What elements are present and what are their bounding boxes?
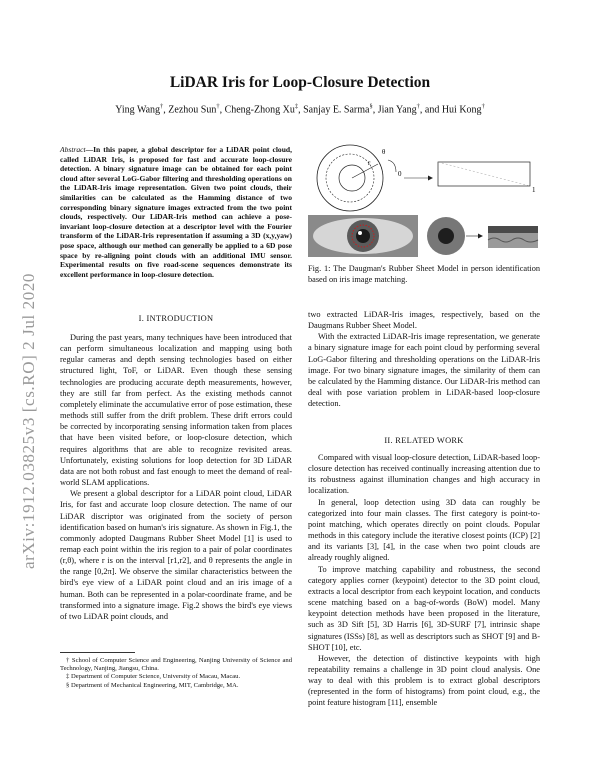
zero-label: 0 — [398, 170, 402, 178]
arxiv-identifier: arXiv:1912.03825v3 [cs.RO] 2 Jul 2020 — [19, 272, 38, 570]
affiliation-mark: † — [160, 103, 164, 110]
footnotes — [60, 657, 292, 690]
figure-1 — [308, 140, 540, 260]
paragraph: However, the detection of distinctive keypoints with high repeatability remains a challenge in 3D point cloud analysis. One way to deal with this problem is to extract global descriptors (represented in the form of histograms) from point cloud, e.g., the point feature histogram [11], ensemble — [308, 653, 540, 708]
iris-crop-pupil — [438, 228, 454, 244]
section-heading-introduction: I. INTRODUCTION — [138, 314, 214, 323]
right-column-body — [308, 309, 540, 409]
one-label: 1 — [532, 186, 536, 194]
paragraph: To improve matching capability and robustness, the second category applies corner (keypoint) detector to the 3D point cloud, extracts a local descriptor from each keypoint location, and conducts scene matching based on a bag-of-words (BoW) model. Many keypoint detection methods have been proposed in the literature, such as 3D Sift [5], 3D Harris [6], 3D-SURF [7], intrinsic shape signatures (ISSs) [8], as well as descriptors such as SHOT [9] and B-SHOT [10], etc. — [308, 564, 540, 652]
paragraph: During the past years, many techniques have been introduced that can perform simultaneous localization and mapping using both regular cameras and depth sensing technologies based on either structured light, ToF, or LiDAR. Even though these sensing technologies are producing accurate depth measurements, however, they are still far from perfect. As the existing methods cannot completely eliminate the accumulative error of pose estimation, these methods still suffer from the drift problem. These drift errors could be corrected by incorporating sensing information taken from places that have been visited before, or loop-closure detection, which requires algorithms that are able to recognize revisited areas. Unfortunately, existing solutions for loop detection for 3D LiDAR data are not both robust and fast enough to meet the demand of real-world SLAM applications. — [60, 333, 292, 488]
pupil — [356, 229, 370, 243]
radius-label: r — [368, 159, 371, 167]
author-name: Cheng-Zhong Xu — [224, 104, 295, 116]
footnote: † School of Computer Science and Engineering, Nanjing University of Science and Technology, Nanjing, Jiangsu, China. — [60, 657, 292, 673]
middle-circle — [326, 154, 374, 202]
paragraph: two extracted LiDAR-Iris images, respectively, based on the Daugmans Rubber Sheet Model. — [308, 310, 540, 331]
paragraph: In general, loop detection using 3D data can roughly be categorized into four main classes. The first category is point-to-point matching, which operates directly on point clouds. Popular methods in this category include the iterative closest points (ICP) [2] and its variants [3], [4], in the case when two point clouds are already roughly aligned. — [308, 497, 540, 563]
abstract-label: Abstract — [60, 145, 86, 154]
affiliation-mark: ‡ — [294, 103, 299, 110]
arrow-head-icon — [428, 176, 433, 181]
strip-guide — [438, 162, 530, 186]
section-heading-related-work: II. RELATED WORK — [384, 436, 464, 445]
theta-label: θ — [382, 148, 386, 156]
author-name: Zezhou Sun — [168, 104, 217, 116]
affiliation-mark: † — [216, 103, 220, 110]
paragraph: Compared with visual loop-closure detection, LiDAR-based loop-closure detection has received continually increasing attention due to its robustness against illumination changes and high accuracy in localization. — [308, 453, 540, 496]
footnote: § Department of Mechanical Engineering, MIT, Cambridge, MA. — [66, 681, 239, 689]
affiliation-mark: § — [369, 103, 373, 110]
abstract — [60, 145, 292, 279]
author-name: Sanjay E. Sarma — [303, 104, 370, 116]
figure-caption: Fig. 1: The Daugman's Rubber Sheet Model in person identification based on iris image matching. — [308, 264, 540, 284]
paragraph: With the extracted LiDAR-Iris image representation, we generate a binary signature image for each point cloud by performing several LoG-Gabor filtering and thresholding operations on the LiDAR-Iris image. For two binary signature images, the similarity of them can be calculated by the Hamming distance. Our LiDAR-Iris method can deal with pose variation problem in LiDAR-based loop-closure detection. — [308, 332, 540, 409]
related-work-body — [308, 452, 540, 709]
introduction-body — [60, 332, 292, 622]
footnote: ‡ Department of Computer Science, University of Macau, Macau. — [66, 673, 241, 681]
arrow-head-icon — [478, 234, 483, 239]
abstract-text: —In this paper, a global descriptor for a LiDAR point cloud, called LiDAR Iris, is proposed for fast and accurate loop-closure detection. A binary signature image can be obtained for each point cloud after several LoG-Gabor filtering and thresholding operations on the LiDAR-Iris image representation. Given two point clouds, their similarities can be calculated as the Hamming distance of two corresponding binary signature images extracted from the two point clouds, respectively. Our LiDAR-Iris method can achieve a pose-invariant loop-closure detection at a descriptor level with the Fourier transform of the LiDAR-Iris representation if assuming a 3D (x,y,yaw) pose space, although our method can generally be applied to a 6D pose space by re-aligning point clouds with an additional IMU sensor. Experimental results on five road-scene sequences demonstrate its excellent performance in loop-closure detection. — [60, 145, 292, 279]
affiliation-mark: † — [481, 103, 485, 110]
normalized-iris-band — [488, 226, 538, 233]
paper-title: LiDAR Iris for Loop-Closure Detection — [169, 74, 431, 91]
affiliation-mark: † — [416, 103, 420, 110]
author-name: Jian Yang — [377, 104, 417, 116]
author-name: and Hui Kong — [424, 104, 482, 116]
paragraph: We present a global descriptor for a LiDAR point cloud, LiDAR Iris, for fast and accurate loop closure detection. The name of our LiDAR discriptor was originated from the society of person identification based on human's iris signature. As shown in Fig.1, the commonly adopted Daugmans Rubber Sheet Model [1] is used to remap each point within the iris region to a pair of polar coordinates (r,θ), where r is on the interval [r1,r2], and θ represents the angle in the range [0,2π]. We observe the similar characteristics between the bird's eye view of a LiDAR point cloud and an iris image of a human. Both can be represented in a polar-coordinate frame, and be transformed into a signature image. Fig.2 shows the bird's eye views of two LiDAR point clouds, and — [60, 489, 292, 621]
footnote-rule — [60, 652, 135, 653]
outer-circle — [317, 145, 383, 211]
author-name: Ying Wang — [115, 104, 161, 116]
eye-highlight — [358, 231, 362, 235]
rubber-sheet-diagram — [308, 140, 540, 260]
author-list: Ying Wang†, Zezhou Sun†, Cheng-Zhong Xu‡, Sanjay E. Sarma§, Jian Yang†, and Hui Kong† — [115, 103, 485, 116]
arrow-arc — [388, 160, 396, 172]
